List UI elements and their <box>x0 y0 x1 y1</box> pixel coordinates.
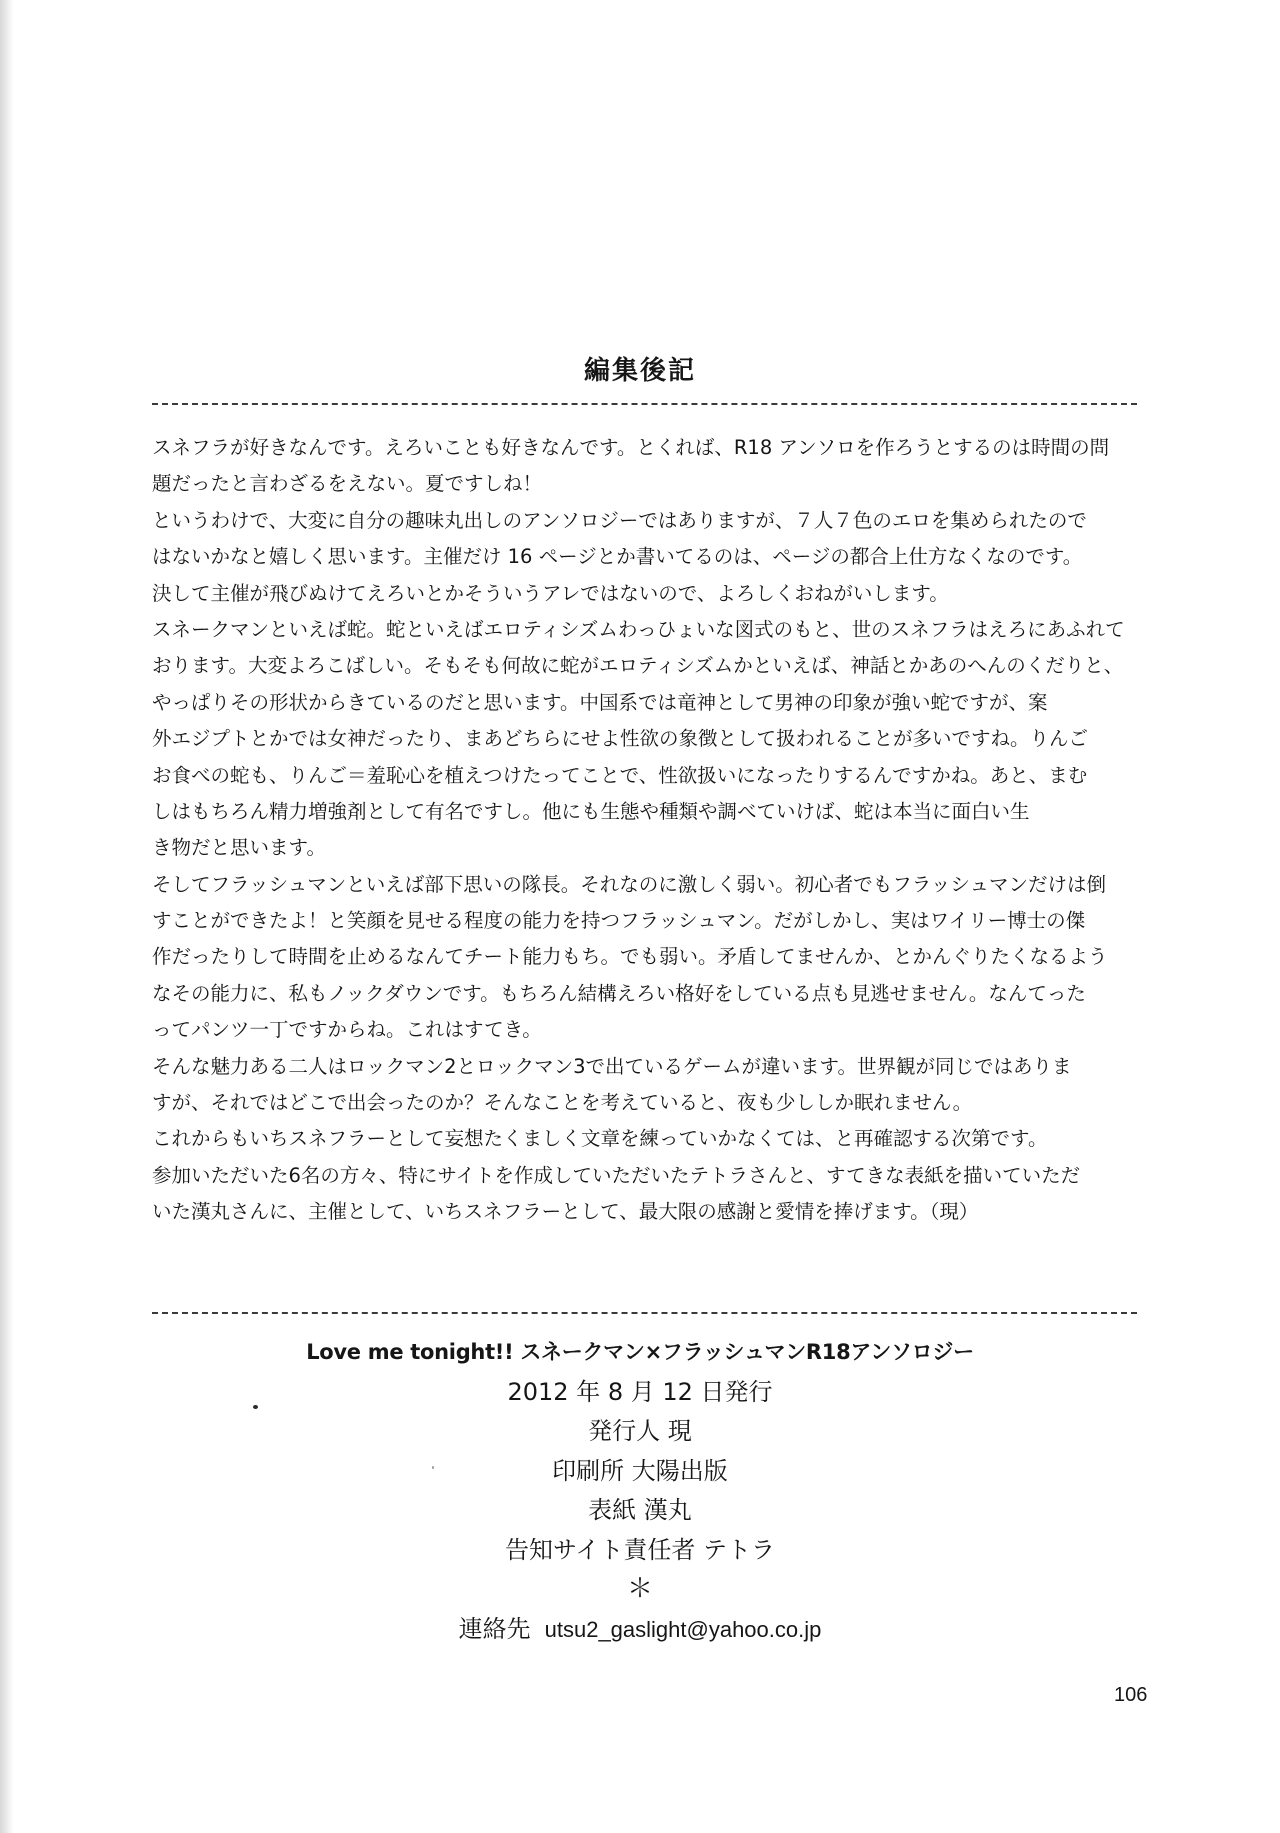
asterisk-separator: ＊ <box>626 1574 653 1604</box>
cover-artist: 表紙 漢丸 <box>588 1496 692 1524</box>
top-dashed-rule <box>152 403 1137 405</box>
body-line: なその能力に、私もノックダウンです。もちろん結構えろい格好をしている点も見逃せません。なんてった <box>152 981 1086 1005</box>
body-line: 外エジプトとかでは女神だったり、まあどちらにせよ性欲の象徴として扱われることが多いですね。りんご <box>152 727 1089 751</box>
site-manager: 告知サイト責任者 テトラ <box>505 1535 775 1564</box>
body-line: 参加いただいた6名の方々、特にサイトを作成していただいたテトラさんと、すてきな表紙を描いていただ <box>152 1163 1081 1187</box>
afterword-body <box>152 430 1142 1231</box>
body-line: はないかなと嬉しく思います。主催だけ 16 ページとか書いてるのは、ページの都合上仕方なくなのです。 <box>152 545 1083 569</box>
printer: 印刷所 大陽出版 <box>552 1456 728 1485</box>
body-line: やっぱりその形状からきているのだと思います。中国系では竜神として男神の印象が強い蛇ですが、案 <box>152 690 1048 714</box>
book-title: Love me tonight!! スネークマン×フラッシュマンR18アンソロジー <box>306 1340 974 1364</box>
body-line: そしてフラッシュマンといえば部下思いの隊長。それなのに激しく弱い。初心者でもフラッシュマンだけは倒 <box>152 872 1106 896</box>
body-line: スネフラが好きなんです。えろいことも好きなんです。とくれば、R18 アンソロを作ろうとするのは時間の問 <box>152 436 1110 459</box>
body-line: 題だったと言わざるをえない。夏ですしね！ <box>152 472 543 496</box>
body-line: お食べの蛇も、りんご＝羞恥心を植えつけたってことで、性欲扱いになったりするんですかね。あと、まむ <box>152 763 1088 787</box>
body-line: というわけで、大変に自分の趣味丸出しのアンソロジーではありますが、７人７色のエロを集められたので <box>152 508 1087 532</box>
body-line: しはもちろん精力増強剤として有名ですし。他にも生態や種類や調べていけば、蛇は本当に面白い生 <box>152 799 1030 823</box>
body-line: ってパンツ一丁ですからね。これはすてき。 <box>152 1018 542 1042</box>
body-line: いた漢丸さんに、主催として、いちスネフラーとして、最大限の感謝と愛情を捧げます。（現） <box>152 1200 979 1224</box>
body-line: 決して主催が飛びぬけてえろいとかそういうアレではないので、よろしくおねがいします。 <box>152 581 949 605</box>
body-line: すことができたよ！と笑顔を見せる程度の能力を持つフラッシュマン。だがしかし、実はワイリー博士の傑 <box>152 909 1086 933</box>
scan-speck <box>432 1466 434 1469</box>
bottom-dashed-rule <box>152 1312 1137 1314</box>
body-line: 作だったりして時間を止めるなんてチート能力もち。でも弱い。矛盾してませんか、とかんぐりたくなるよう <box>152 945 1108 969</box>
contact-label: 連絡先 <box>458 1614 531 1643</box>
contact-line <box>0 1610 1280 1650</box>
publisher: 発行人 現 <box>588 1417 692 1445</box>
issue-date: 2012 年 8 月 12 日発行 <box>507 1377 773 1406</box>
contact-email: utsu2_gaslight@yahoo.co.jp <box>544 1616 822 1642</box>
page-title: 編集後記 <box>583 356 696 386</box>
body-line: これからもいちスネフラーとして妄想たくましく文章を練っていかなくては、と再確認する次第です。 <box>152 1127 1048 1151</box>
body-line: き物だと思います。 <box>152 836 326 860</box>
body-line: すが、それではどこで出会ったのか？そんなことを考えていると、夜も少ししか眠れません。 <box>152 1091 973 1115</box>
body-line: スネークマンといえば蛇。蛇といえばエロティシズムわっひょいな図式のもと、世のスネフラはえろにあふれて <box>152 617 1125 641</box>
body-line: そんな魅力ある二人はロックマン2とロックマン3で出ているゲームが違います。世界観が同じではありま <box>152 1054 1072 1078</box>
body-line: おります。大変よろこばしい。そもそも何故に蛇がエロティシズムかといえば、神話とかあのへんのくだりと、 <box>152 654 1124 678</box>
colophon <box>0 1333 1280 1649</box>
page-number: 106 <box>1114 1684 1148 1706</box>
scan-speck <box>253 1405 258 1409</box>
